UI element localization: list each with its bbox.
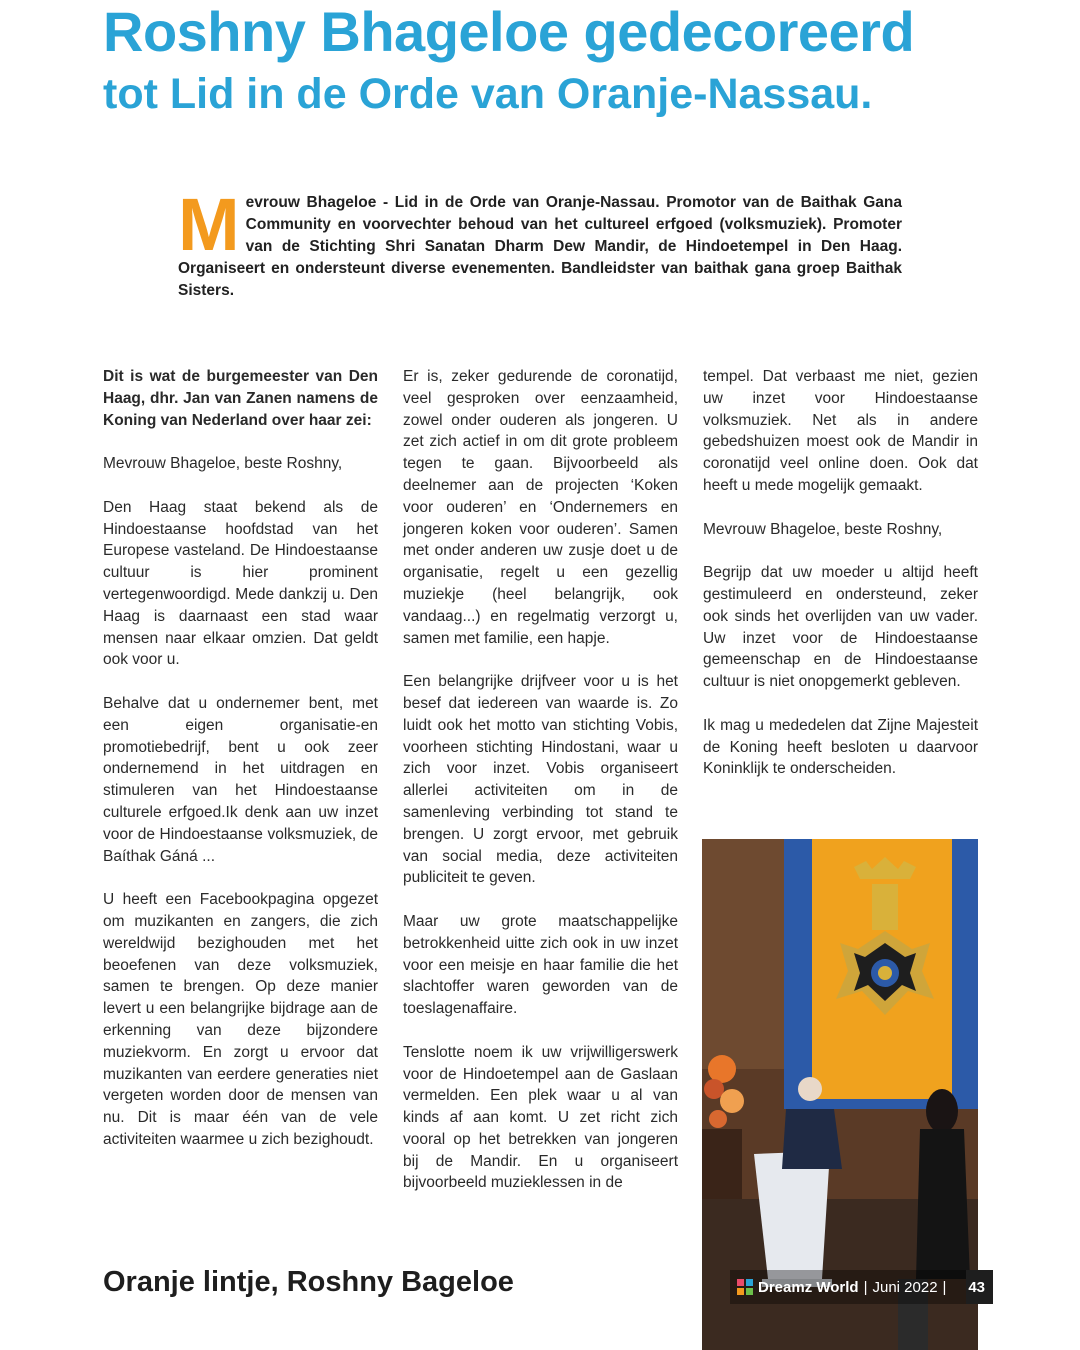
drop-cap: M bbox=[178, 183, 240, 266]
body-column-3 bbox=[703, 366, 978, 802]
paragraph: Een belangrijke drijfveer voor u is het besef dat iedereen van waarde is. Zo luidt ook het motto van stichting Vobis, voorheen stichting Hindostani, waar u zich voor inzet. Vobis organiseert allerlei activiteiten om in de samenleving verbinding tot stand te brengen. U zorgt ervoor, met gebruik van social media, deze activiteiten publiciteit te geven. bbox=[403, 673, 678, 887]
paragraph: Tenslotte noem ik uw vrijwilligerswerk voor de Hindoetempel aan de Gaslaan vermelden. Een plek waar u al van kinds af aan komt. U zet richt zich vooral op het betrekken van jongeren bij de Mandir. En u organiseert bijvoorbeeld muzieklessen in de bbox=[403, 1043, 678, 1192]
divider: | bbox=[942, 1278, 947, 1296]
paragraph: Ik mag u mededelen dat Zijne Majesteit de Koning heeft besloten u daarvoor Koninklijk te onderscheiden. bbox=[703, 716, 978, 778]
paragraph: Er is, zeker gedurende de coronatijd, veel gesproken over eenzaamheid, zowel onder ouderen als jongeren. U zet zich actief in om dit grote probleem tegen te gaan. Bijvoorbeeld als deelnemer aan de projecten ‘Koken voor ouderen’ en ‘Ondernemers en jongeren koken voor ouderen’. Samen met onder anderen uw zusje doet u de organisatie, regelt u een gezellig muziekje (heel belangrijk, ook vandaag...) en regelmatig verzorgt u, samen met familie, een hapje. bbox=[403, 368, 678, 647]
paragraph: Maar uw grote maatschappelijke betrokkenheid uitte zich ook in uw inzet voor een meisje en haar familie die het slachtoffer waren geworden van de toeslagenaffaire. bbox=[403, 912, 678, 1018]
paragraph: tempel. Dat verbaast me niet, gezien uw inzet voor Hindoestaanse volksmuziek. Net als in andere gebedshuizen moest ook de Mandir in coronatijd veel online doen. Ook dat heeft u mede mogelijk gemaakt. bbox=[703, 368, 978, 494]
page-number: 43 bbox=[966, 1270, 993, 1304]
lead-paragraph: Dit is wat de burgemeester van Den Haag, dhr. Jan van Zanen namens de Koning van Nederland over haar zei: bbox=[103, 368, 378, 429]
body-column-2 bbox=[403, 366, 678, 1216]
divider: | bbox=[863, 1278, 868, 1296]
intro-text: evrouw Bhageloe - Lid in de Orde van Oranje-Nassau. Promotor van de Baithak Gana Community en voorvechter behoud van het cultureel erfgoed (volksmuziek). Promoter van de Stichting Shri Sanatan Dharm Dew Mandir, de Hindoetempel in Den Haag. Organiseert en ondersteunt diverse evenementen. Bandleidster van baithak gana groep Baithak Sisters. bbox=[178, 194, 902, 299]
intro-paragraph bbox=[178, 183, 902, 302]
paragraph: Mevrouw Bhageloe, beste Roshny, bbox=[103, 455, 343, 473]
magazine-logo-icon bbox=[736, 1278, 754, 1296]
body-column-1 bbox=[103, 366, 378, 1172]
paragraph: Mevrouw Bhageloe, beste Roshny, bbox=[703, 520, 943, 538]
photo-caption: Oranje lintje, Roshny Bageloe bbox=[103, 1266, 514, 1298]
issue-date: Juni 2022 bbox=[872, 1278, 938, 1296]
paragraph: Behalve dat u ondernemer bent, met een eigen organisatie-en promotiebedrijf, bent u ook zeer ondernemend in het uitdragen en stimuleren van het Hindoestaanse culturele erfgoed.Ik denk aan uw inzet voor de Hindoestaanse volksmuziek, de Baíthak Gáná ... bbox=[103, 694, 378, 865]
paragraph: Begrijp dat uw moeder u altijd heeft gestimuleerd en ondersteund, zeker ook sinds het overlijden van uw vader. Uw inzet voor de Hindoestaanse gemeenschap en de Hindoestaanse cultuur is niet onopgemerkt gebleven. bbox=[703, 564, 978, 691]
article-title: Roshny Bhageloe gedecoreerd bbox=[103, 0, 915, 63]
paragraph: U heeft een Facebookpagina opgezet om muzikanten en zangers, die zich wereldwijd bezighouden met het beoefenen van deze volksmuziek, samen te brengen. Op deze manier levert u een belangrijke bijdrage aan de erkenning van deze bijzondere muziekvorm. En zorgt u ervoor dat muzikanten van eerdere generaties niet vergeten worden door de mensen van nu. Dit is maar één van de vele activiteiten waarmee u zich bezighoudt. bbox=[103, 891, 378, 1148]
article-subtitle: tot Lid in de Orde van Oranje-Nassau. bbox=[103, 70, 873, 118]
page-footer bbox=[730, 1270, 993, 1304]
magazine-name: Dreamz World bbox=[758, 1278, 859, 1296]
paragraph: Den Haag staat bekend als de Hindoestaanse hoofdstad van het Europese vasteland. De Hindoestaanse cultuur is hier prominent vertegenwoordigd. Mede dankzij u. Den Haag is daarnaast een stad waar mensen naar elkaar omzien. Dat geldt ook voor u. bbox=[103, 498, 378, 669]
